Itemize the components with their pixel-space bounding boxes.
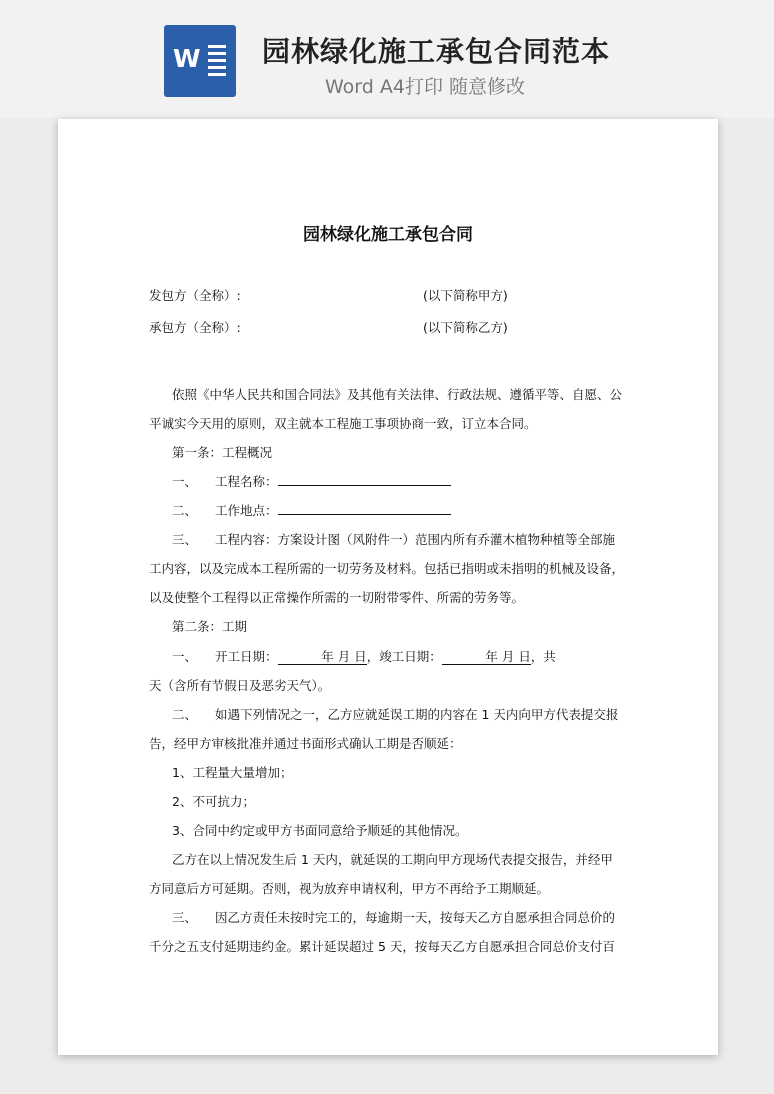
completion-date-blank[interactable] xyxy=(442,649,531,665)
start-date-blank[interactable] xyxy=(278,649,367,665)
work-site-row xyxy=(215,501,451,519)
schedule-dates-row xyxy=(215,647,556,665)
article-2-item-1-num: 一、 xyxy=(172,649,198,664)
article-2-title: 第二条：工期 xyxy=(172,619,248,634)
word-doc-icon xyxy=(164,25,236,97)
list-item-1: 1、工程量大量增加； xyxy=(172,765,293,780)
start-date-ymd: 年 月 日 xyxy=(321,649,367,664)
party-b-note: (以下简称乙方) xyxy=(423,320,508,335)
text-lines-icon xyxy=(208,45,226,80)
extension-paragraph-line-2: 方同意后方可延期。否则，视为放弃申请权利，甲方不再给予工期顺延。 xyxy=(149,881,550,896)
banner xyxy=(0,0,774,118)
article-2-item-3-num: 三、 xyxy=(172,910,198,925)
total-days-label: ，共 xyxy=(530,649,556,664)
article-1-item-3-text: 工程内容：方案设计图（风附件一）范围内所有乔灌木植物种植等全部施 xyxy=(215,532,616,547)
article-1-item-1-num: 一、 xyxy=(172,474,198,489)
article-2-item-3-text: 因乙方责任未按时完工的，每逾期一天，按每天乙方自愿承担合同总价的 xyxy=(215,910,616,925)
project-name-row xyxy=(215,472,451,490)
completion-date-label: ，竣工日期： xyxy=(366,649,442,664)
article-2-item-3-line-2: 千分之五支付延期违约金。累计延误超过 5 天，按每天乙方自愿承担合同总价支付百 xyxy=(149,939,615,954)
work-site-blank[interactable] xyxy=(278,501,451,515)
party-a-note: (以下简称甲方) xyxy=(423,288,508,303)
article-2-item-2-num: 二、 xyxy=(172,707,198,722)
article-2-item-1-line-2: 天（含所有节假日及恶劣天气）。 xyxy=(149,678,331,693)
extension-paragraph-line-1: 乙方在以上情况发生后 1 天内，就延误的工期向甲方现场代表提交报告，并经甲 xyxy=(172,852,613,867)
intro-line-2: 平诚实今天用的原则，双主就本工程施工事项协商一致，订立本合同。 xyxy=(149,416,537,431)
article-1-item-2-num: 二、 xyxy=(172,503,198,518)
document-title: 园林绿化施工承包合同 xyxy=(303,225,473,245)
document-page xyxy=(58,119,718,1055)
completion-date-ymd: 年 月 日 xyxy=(485,649,531,664)
party-a-label: 发包方（全称）: xyxy=(149,288,241,303)
project-name-blank[interactable] xyxy=(278,472,451,486)
work-site-label: 工作地点： xyxy=(215,503,278,518)
article-1-item-3-line-2: 工内容，以及完成本工程所需的一切劳务及材料。包括已指明或未指明的机械及设备， xyxy=(149,561,625,576)
article-2-item-2-line-2: 告，经甲方审核批准并通过书面形式确认工期是否顺延： xyxy=(149,736,462,751)
banner-title: 园林绿化施工承包合同范本 xyxy=(262,35,611,68)
word-letter: W xyxy=(173,44,201,73)
banner-subtitle: Word A4打印 随意修改 xyxy=(325,76,526,98)
list-item-3: 3、合同中约定或甲方书面同意给予顺延的其他情况。 xyxy=(172,823,468,838)
project-name-label: 工程名称： xyxy=(215,474,278,489)
party-b-label: 承包方（全称）: xyxy=(149,320,241,335)
article-1-item-3-num: 三、 xyxy=(172,532,198,547)
start-date-label: 开工日期： xyxy=(215,649,278,664)
article-1-item-3-line-3: 以及使整个工程得以正常操作所需的一切附带零件、所需的劳务等。 xyxy=(149,590,525,605)
article-1-title: 第一条：工程概况 xyxy=(172,445,273,460)
intro-line-1: 依照《中华人民共和国合同法》及其他有关法律、行政法规、遵循平等、自愿、公 xyxy=(172,387,623,402)
list-item-2: 2、不可抗力； xyxy=(172,794,255,809)
article-2-item-2-text: 如遇下列情况之一，乙方应就延误工期的内容在 1 天内向甲方代表提交报 xyxy=(215,707,619,722)
